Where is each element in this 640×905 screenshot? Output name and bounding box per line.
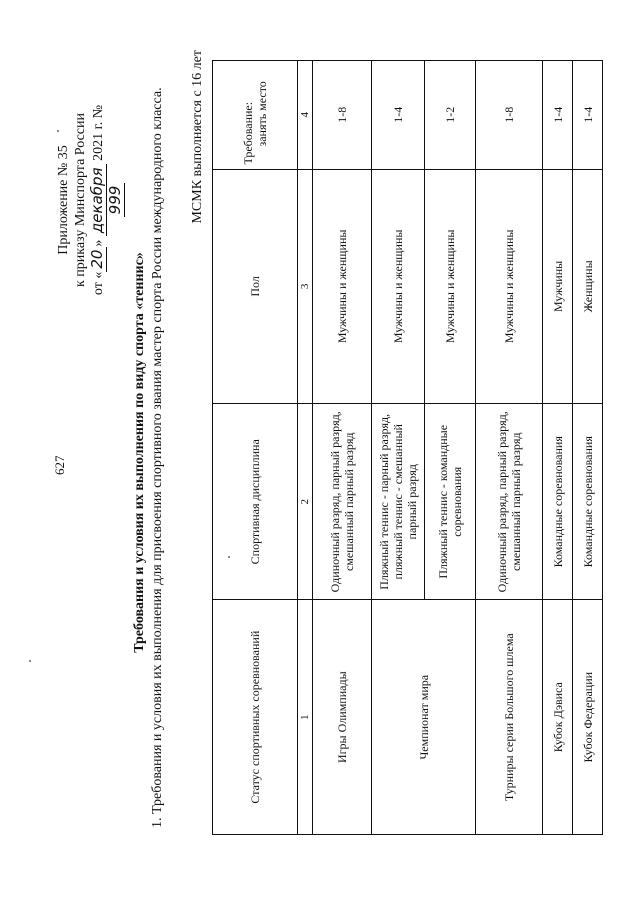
table-header-row [213,61,298,835]
status-cell: Чемпионат мира [372,600,476,835]
gender-cell: Мужчины и женщины [425,169,476,404]
discipline-cell: Одиночный разряд, парный разряд, смешанный парный разряд [476,404,543,600]
discipline-cell: Пляжный теннис - командные соревнования [425,404,476,600]
status-cell: Игры Олимпиады [313,600,372,835]
place-cell: 1-2 [425,61,476,170]
table-row [372,61,425,835]
table-row [476,61,543,835]
status-cell: Кубок Федерации [573,600,603,835]
header-discipline: Спортивная дисциплина [213,404,298,600]
col-num-4: 4 [298,61,313,170]
date-year: 2021 г. № [91,104,106,161]
gender-cell: Мужчины и женщины [476,169,543,404]
header-requirement-label: Требование: [241,101,255,165]
place-cell: 1-4 [543,61,573,170]
scan-speck [57,130,59,132]
intro-paragraph: 1. Требования и условия их выполнения для присвоения спортивного звания мастер спорта России международного класса. [150,87,165,828]
header-requirement [213,61,298,170]
col-num-2: 2 [298,404,313,600]
gender-cell: Женщины [573,169,603,404]
place-cell: 1-8 [313,61,372,170]
status-cell: Турниры серии Большого шлема [476,600,543,835]
header-gender: Пол [213,169,298,404]
place-cell: 1-4 [372,61,425,170]
gender-cell: Мужчины [543,169,573,404]
table-row [543,61,573,835]
appendix-title: Приложение № 35 [56,145,71,255]
appendix-date-line [89,100,125,300]
column-number-row [298,61,313,835]
page-number: 627 [52,455,67,475]
table-row [313,61,372,835]
gender-cell: Мужчины и женщины [372,169,425,404]
discipline-cell: Командные соревнования [573,404,603,600]
col-num-3: 3 [298,169,313,404]
gender-cell: Мужчины и женщины [313,169,372,404]
discipline-cell: Одиночный разряд, парный разряд, смешанный парный разряд [313,404,372,600]
status-cell: Кубок Дэвиса [543,600,573,835]
date-day: 20 [88,247,107,272]
col-num-1: 1 [298,600,313,835]
table-row [573,61,603,835]
appendix-header [55,100,125,300]
date-month: декабря [88,164,107,236]
document-title: Требования и условия их выполнения по виду спорта «теннис» [132,252,147,653]
order-number: 999 [106,183,125,218]
requirements-table [212,60,603,835]
age-note: МСМК выполняется с 16 лет [190,50,205,224]
place-cell: 1-8 [476,61,543,170]
discipline-cell: Командные соревнования [543,404,573,600]
header-requirement-sub: занять место [255,81,269,147]
date-quote: » [91,239,106,247]
discipline-cell: Пляжный теннис - парный разряд, пляжный теннис - смешанный парный разряд [372,404,425,600]
header-status: Статус спортивных соревнований [213,600,298,835]
date-prefix: от « [91,271,106,296]
scan-speck [29,660,31,662]
place-cell: 1-4 [573,61,603,170]
appendix-order-ref: к приказу Минспорта России [73,113,88,287]
scan-speck [228,556,230,558]
